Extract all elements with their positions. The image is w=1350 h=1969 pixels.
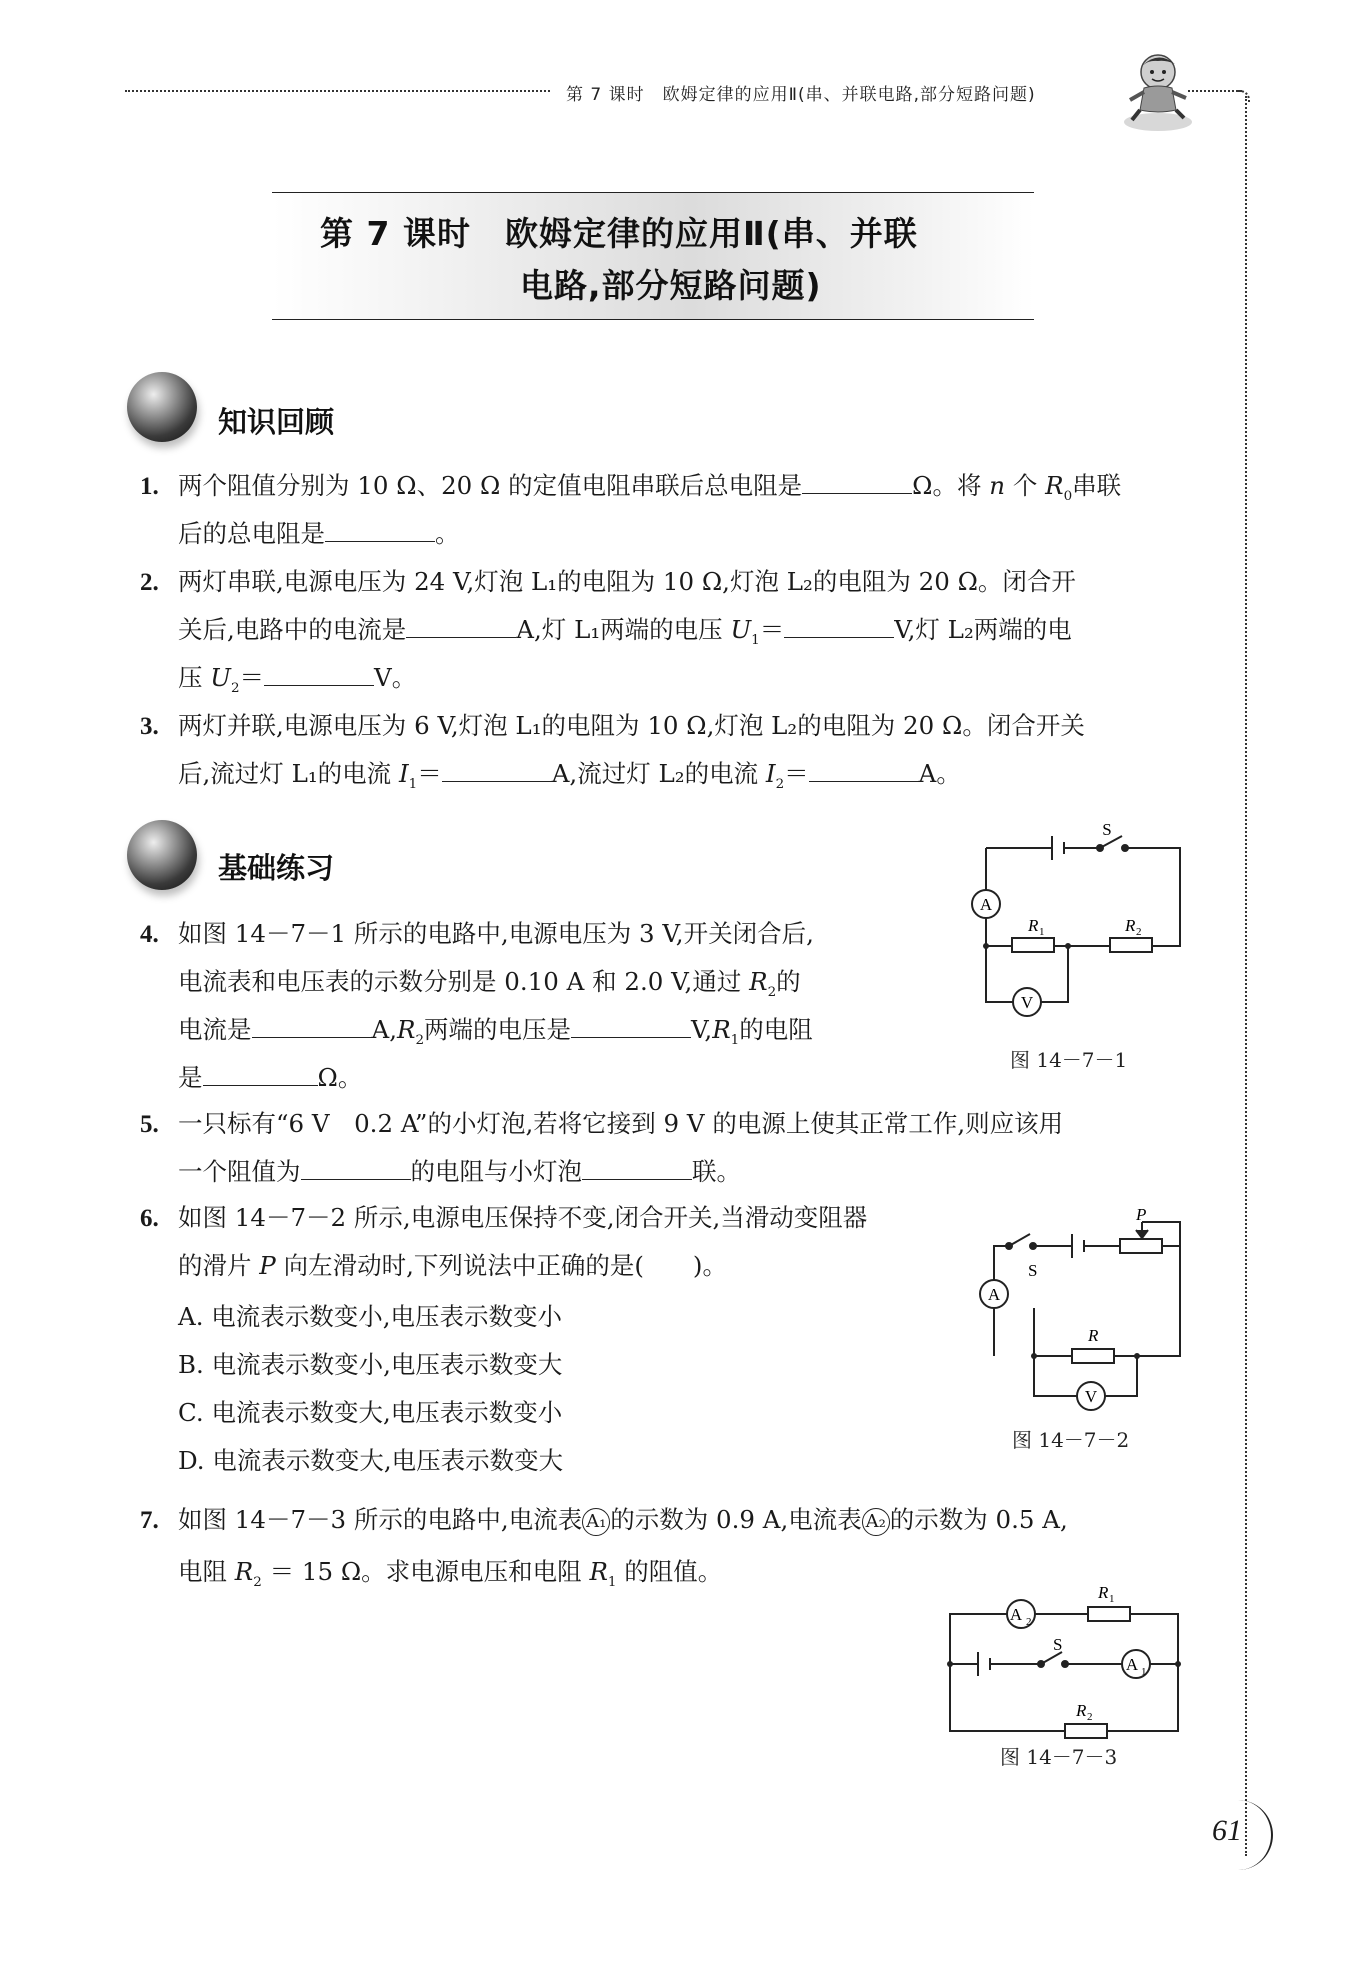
answer-blank[interactable]	[325, 515, 435, 542]
figure-caption: 图 14－7－1	[1010, 1048, 1128, 1072]
answer-blank[interactable]	[809, 755, 919, 782]
svg-text:S: S	[1053, 1635, 1063, 1654]
svg-text:A: A	[1125, 1655, 1139, 1674]
svg-text:S: S	[1028, 1261, 1038, 1280]
question-6: 6. 如图 14－7－2 所示,电源电压保持不变,闭合开关,当滑动变阻器 的滑片 P 向左滑动时,下列说法中正确的是( )。	[140, 1203, 868, 1280]
svg-text:V: V	[1084, 1387, 1098, 1406]
answer-blank[interactable]	[442, 755, 552, 782]
option-d[interactable]: D. 电流表示数变大,电压表示数变大	[178, 1446, 564, 1475]
svg-text:1: 1	[1141, 1666, 1147, 1678]
figure-caption: 图 14－7－2	[1012, 1428, 1130, 1452]
sphere-icon	[127, 820, 197, 890]
question-number: 7.	[140, 1507, 159, 1534]
answer-blank[interactable]	[802, 467, 912, 494]
answer-blank[interactable]	[571, 1011, 691, 1038]
question-number: 6.	[140, 1205, 159, 1232]
svg-text:R: R	[1098, 1583, 1109, 1602]
header-dotted-rule-right	[1188, 90, 1242, 92]
figure-caption: 图 14－7－3	[1000, 1745, 1118, 1769]
option-a[interactable]: A. 电流表示数变小,电压表示数变小	[178, 1302, 563, 1331]
question-number: 4.	[140, 921, 159, 948]
svg-text:1: 1	[1109, 1593, 1115, 1605]
circuit-diagram-2	[960, 1196, 1200, 1416]
svg-text:A: A	[1009, 1605, 1023, 1624]
running-head: 第 7 课时 欧姆定律的应用Ⅱ(串、并联电路,部分短路问题)	[566, 85, 1036, 105]
question-number: 1.	[140, 473, 159, 500]
question-3: 3. 两灯并联,电源电压为 6 V,灯泡 L₁的电阻为 10 Ω,灯泡 L₂的电阻为 20 Ω。闭合开关 后,流过灯 L₁的电流 $I_1= A$,流过灯 L₂的电流 $I_2= A$。	[140, 711, 1085, 792]
circuit-diagram-1	[960, 818, 1200, 1018]
section-title-review: 知识回顾	[218, 405, 335, 439]
figure-14-7-1	[960, 818, 1200, 1078]
svg-text:R: R	[1125, 916, 1136, 935]
option-c[interactable]: C. 电流表示数变大,电压表示数变小	[178, 1398, 563, 1427]
answer-blank[interactable]	[252, 1011, 372, 1038]
header-dotted-rule	[125, 90, 550, 92]
question-number: 3.	[140, 713, 159, 740]
sphere-icon	[127, 372, 197, 442]
svg-text:R: R	[1028, 916, 1039, 935]
answer-blank[interactable]	[784, 611, 894, 638]
circuit-diagram-3	[940, 1576, 1200, 1756]
svg-text:A: A	[979, 895, 993, 914]
header-corner	[1238, 90, 1250, 102]
figure-14-7-2	[960, 1196, 1200, 1466]
figure-14-7-3	[940, 1576, 1200, 1836]
svg-text:R: R	[1088, 1326, 1099, 1345]
svg-text:V: V	[1020, 993, 1034, 1012]
svg-text:2: 2	[1136, 926, 1142, 938]
svg-text:2: 2	[1087, 1711, 1093, 1723]
svg-text:S: S	[1102, 820, 1112, 839]
page-title-line2: 电路,部分短路问题)	[520, 266, 822, 305]
answer-blank[interactable]	[264, 659, 374, 686]
question-5: 5. 一只标有“6 V 0.2 A”的小灯泡,若将它接到 9 V 的电源上使其正常工作,则应该用 一个阻值为 的电阻与小灯泡 联。	[140, 1109, 1064, 1186]
answer-blank[interactable]	[406, 611, 516, 638]
question-7: 7. 如图 14－7－3 所示的电路中,电流表 A₁ 的示数为 0.9 A,电流表 A₂ 的示数为 0.5 A, 电阻 $R_2 = 15$ Ω。求电源电压和电阻 $R_1$ 的阻值。	[140, 1505, 1068, 1590]
svg-text:P: P	[1136, 1205, 1147, 1224]
svg-text:1: 1	[1039, 926, 1045, 938]
question-4: 4. 如图 14－7－1 所示的电路中,电源电压为 3 V,开关闭合后, 电流表和电压表的示数分别是 0.10 A 和 2.0 V,通过 $R_2$的 电流是 $A,R_2$两端的电压是 $V,R_1$的电阻 是 Ω。	[140, 919, 814, 1092]
ammeter-a1-symbol: A₁	[582, 1508, 610, 1536]
svg-text:2: 2	[1026, 1616, 1032, 1628]
page-edge-dotted	[1245, 96, 1247, 1856]
page-title-line1: 第 7 课时 欧姆定律的应用Ⅱ(串、并联	[320, 214, 918, 253]
answer-blank[interactable]	[301, 1153, 411, 1180]
question-number: 5.	[140, 1111, 159, 1138]
mascot-image	[1118, 48, 1196, 134]
option-b[interactable]: B. 电流表示数变小,电压表示数变大	[178, 1350, 563, 1379]
question-number: 2.	[140, 569, 159, 596]
page-number: 61	[1212, 1814, 1242, 1847]
svg-text:A: A	[987, 1285, 1001, 1304]
answer-blank[interactable]	[582, 1153, 692, 1180]
ammeter-a2-symbol: A₂	[862, 1508, 890, 1536]
question-1: 1. 两个阻值分别为 10 Ω、20 Ω 的定值电阻串联后总电阻是 Ω。将 n 个 $R_0$串联 后的总电阻是 。	[140, 462, 1200, 562]
svg-text:R: R	[1076, 1701, 1087, 1720]
section-title-basic: 基础练习	[218, 851, 335, 885]
question-2: 2. 两灯串联,电源电压为 24 V,灯泡 L₁的电阻为 10 Ω,灯泡 L₂的电阻为 20 Ω。闭合开 关后,电路中的电流是 A,灯 L₁两端的电压 $U_1= V$,灯 L₂两端的电 压 $U_2= V$。	[140, 567, 1076, 696]
answer-blank[interactable]	[203, 1059, 318, 1086]
